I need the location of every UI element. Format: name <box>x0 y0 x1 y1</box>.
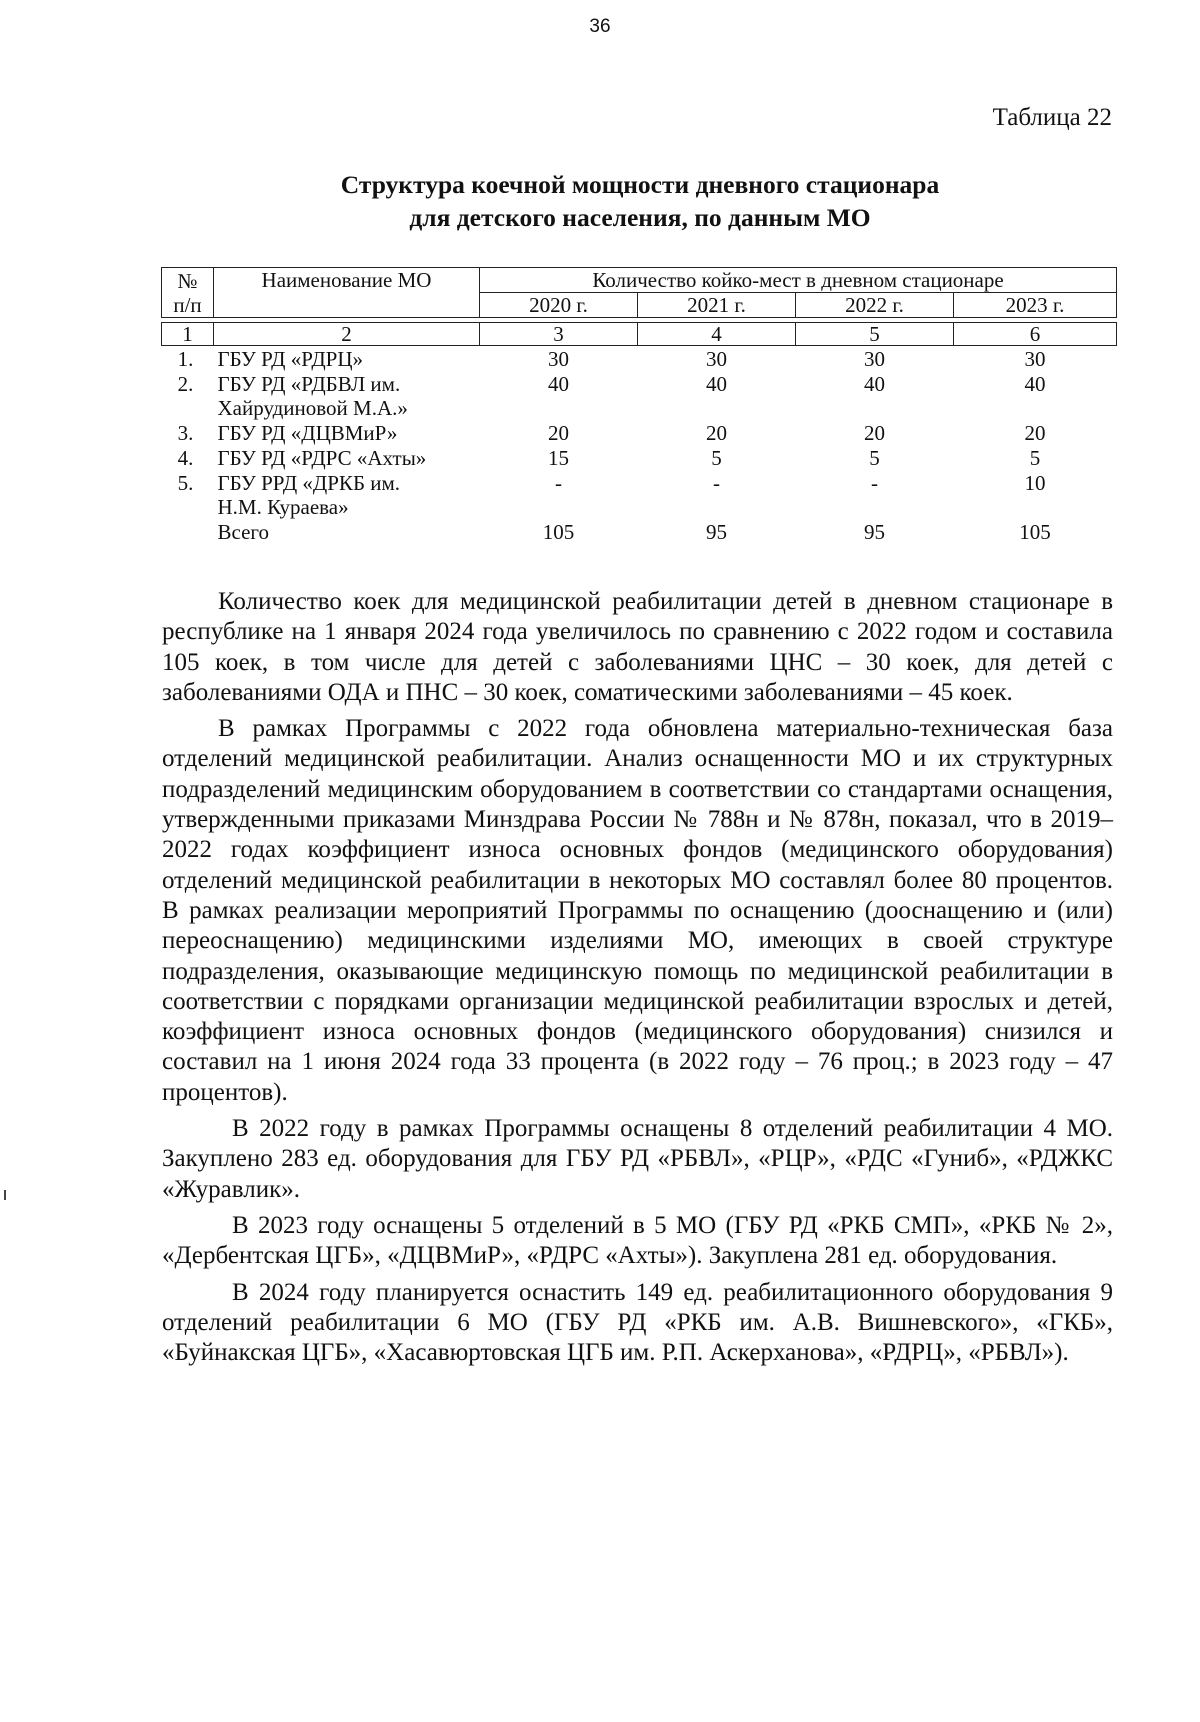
paragraph: Количество коек для медицинской реабилитации детей в дневном стационаре в республике на 1 января 2024 года увеличилось по сравнению с 2022 годом и составила 105 коек, в том числе для детей с заболеваниями ЦНС – 30 коек, для детей с заболеваниями ОДА и ПНС – 30 коек, соматическими заболеваниями – 45 коек. <box>162 588 1113 706</box>
beds-2020: 40 <box>548 372 569 396</box>
scan-margin-mark <box>4 1190 6 1200</box>
paragraph: В 2024 году планируется оснастить 149 ед. реабилитационного оборудования 9 отделений реабилитации 6 МО (ГБУ РД «РКБ им. А.В. Вишневского», «ГКБ», «Буйнакская ЦГБ», «Хасавюртовская ЦГБ им. Р.П. Аскерханова», «РДРЦ», «РБВЛ»). <box>162 1278 1113 1367</box>
row-number: 5. <box>177 471 194 495</box>
beds-2023: 105 <box>1019 520 1051 544</box>
header-year: 2021 г. <box>638 293 796 318</box>
beds-2023: 5 <box>1029 446 1041 470</box>
table-row <box>162 470 1117 519</box>
beds-2022: 40 <box>864 372 885 396</box>
beds-2021: - <box>713 471 720 495</box>
beds-2022: 95 <box>864 520 885 544</box>
beds-2020: - <box>555 471 562 495</box>
paragraph: В 2022 году в рамках Программы оснащены 8 отделений реабилитации 4 МО. Закуплено 283 ед. оборудования для ГБУ РД «РБВЛ», «РЦР», «РДС «Гуниб», «РДЖКС «Журавлик». <box>162 1115 1113 1203</box>
beds-2022: 30 <box>864 347 885 371</box>
beds-2020: 105 <box>542 520 575 544</box>
beds-2022: 5 <box>869 446 880 470</box>
row-number <box>162 519 214 544</box>
body-text <box>162 587 1113 1374</box>
row-number: 2. <box>177 372 194 396</box>
beds-2020: 20 <box>548 421 569 445</box>
beds-2023: 20 <box>1024 421 1046 445</box>
beds-2020: 30 <box>548 347 569 371</box>
beds-2021: 40 <box>706 372 727 396</box>
table-row <box>162 371 1117 420</box>
paragraph: В рамках Программы с 2022 года обновлена материально-техническая база отделений медицинской реабилитации. Анализ оснащенности МО и их структурных подразделений медицинским оборудованием в соответствии со стандартами оснащения, утвержденными приказами Минздрава России № 788н и № 878н, показал, что в 2019–2022 годах коэффициент износа основных фондов (медицинского оборудования) отделений медицинской реабилитации в некоторых МО составлял более 80 процентов. В рамках реализации мероприятий Программы по оснащению (дооснащению и (или) переоснащению) медицинскими изделиями МО, имеющих в своей структуре подразделения, оказывающие медицинскую помощь по медицинской реабилитации в соответствии с порядками организации медицинской реабилитации взрослых и детей, коэффициент износа основных фондов (медицинского оборудования) снизился и составил на 1 июня 2024 года 33 процента (в 2022 году – 76 проц.; в 2023 году – 47 процентов). <box>162 715 1113 1106</box>
table-row <box>162 420 1117 445</box>
header-year: 2020 г. <box>480 293 638 318</box>
beds-2020: 15 <box>548 446 569 470</box>
bed-capacity-table <box>161 267 1117 544</box>
header-mo-name: Наименование МО <box>214 268 480 318</box>
row-number: 3. <box>177 421 194 445</box>
beds-2023: 30 <box>1024 347 1046 371</box>
table-title-line-2: для детского населения, по данным МО <box>409 203 871 232</box>
column-number: 5 <box>796 323 954 346</box>
table-row <box>162 346 1117 372</box>
mo-name: ГБУ РД «РДРЦ» <box>217 347 364 371</box>
column-number-row <box>162 323 1117 346</box>
column-number: 4 <box>638 323 796 346</box>
table-title <box>160 168 1120 234</box>
table-total-row <box>162 519 1117 544</box>
mo-name: Всего <box>217 520 269 544</box>
row-number: 1. <box>177 347 194 371</box>
beds-2023: 40 <box>1024 372 1046 396</box>
beds-2022: 20 <box>864 421 885 445</box>
header-year: 2022 г. <box>796 293 954 318</box>
beds-2021: 5 <box>711 446 722 470</box>
column-number: 2 <box>214 323 480 346</box>
column-number: 1 <box>162 323 214 346</box>
header-beds-group: Количество койко-мест в дневном стационаре <box>480 268 1117 293</box>
table-label: Таблица 22 <box>992 104 1112 131</box>
paragraph: В 2023 году оснащены 5 отделений в 5 МО (ГБУ РД «РКБ СМП», «РКБ № 2», «Дербентская ЦГБ», «ДЦВМиР», «РДРС «Ахты»). Закуплена 281 ед. оборудования. <box>162 1211 1113 1270</box>
mo-name: ГБУ РД «ДЦВМиР» <box>217 421 398 445</box>
page-number: 36 <box>589 16 611 37</box>
table-row <box>162 445 1117 470</box>
header-year: 2023 г. <box>954 293 1117 318</box>
beds-2021: 30 <box>706 347 727 371</box>
column-number: 6 <box>954 323 1117 346</box>
mo-name: ГБУ РД «РДБВЛ им. Хайрудиновой М.А.» <box>217 372 408 420</box>
column-number: 3 <box>480 323 638 346</box>
beds-2021: 20 <box>706 421 727 445</box>
row-number: 4. <box>177 446 194 470</box>
table-title-line-1: Структура коечной мощности дневного стационара <box>340 170 940 199</box>
mo-name: ГБУ РРД «ДРКБ им. Н.М. Кураева» <box>217 471 401 519</box>
beds-2022: - <box>871 471 878 495</box>
beds-2023: 10 <box>1024 471 1046 495</box>
mo-name: ГБУ РД «РДРС «Ахты» <box>217 446 427 470</box>
header-row-number: № п/п <box>162 268 214 318</box>
beds-2021: 95 <box>706 520 727 544</box>
